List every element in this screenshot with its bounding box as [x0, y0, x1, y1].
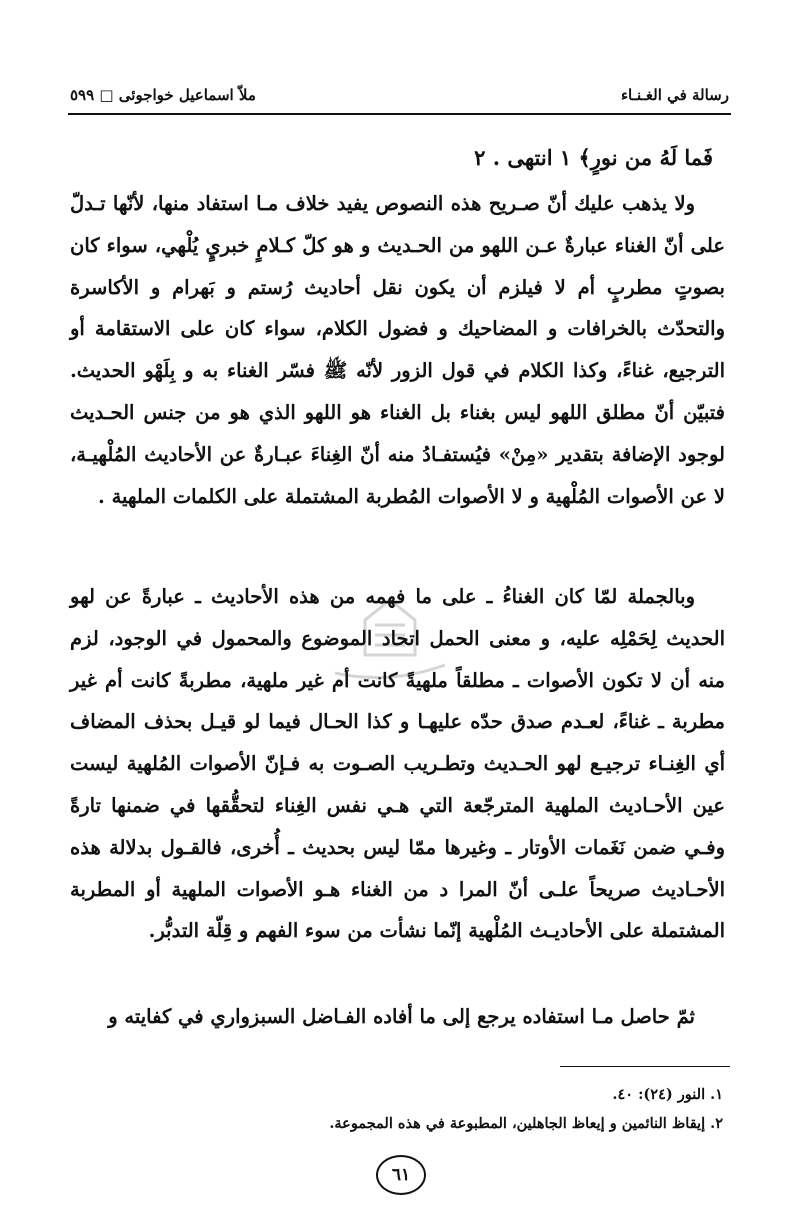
- page-number: [376, 1155, 426, 1195]
- footnote-divider: [560, 1066, 730, 1067]
- footnote-item: ١. النور (٢٤): ٤٠.: [612, 1086, 723, 1103]
- body-paragraph-1: [70, 183, 725, 517]
- paragraph-text: وبالجملة لمّا كان الغناءُ ـ على ما فهمه من هذه الأحاديث ـ عبارةً عن لهو الحديث لِحَمْلِه عليه، و معنى الحمل اتحاد الموضوع والمحمول في الوجود، لزم منه أن لا تكون الأصوات ـ مطلقاً ملهيةً كانت أم غير ملهية، مطربةً كانت أم غير مطربة ـ غناءً، لعـدم صدق حدّه عليهـا و كذا الحـال فيما لو قيـل بحذف المضاف أي الغِنـاء ترجيـع لهو الحـديث وتطـريب الصـوت به فـإنّ الأصوات المُلهية ليست عين الأحـاديث الملهية المترجّعة التي هـي نفس الغِناء لتحقُّقها في ضمنها تارةً وفـي ضمن نَغَمات الأوتار ـ وغيرها ممّا ليس بحديث ـ أُخرى، فالقـول بدلالة هذه الأحـاديث صريحاً علـى أنّ المرا د من الغناء هـو الأصوات الملهية أو المطربة المشتملة على الأحاديـث المُلْهية إنّما نشأت من سوء الفهم و قِلّة التدبُّر.: [70, 585, 725, 943]
- paragraph-text: ثمّ حاصل مـا استفاده يرجع إلى ما أفاده الفـاضل السبزواري في كفايته و: [108, 1005, 695, 1028]
- body-paragraph-2: [70, 576, 725, 952]
- header-book-title: رسالة في الغـنـاء: [620, 86, 729, 104]
- header-divider: [68, 113, 731, 115]
- running-header: [70, 78, 729, 112]
- footnote-item: ٢. إيقاظ النائمين و إيعاظ الجاهلين، المطبوعة في هذه المجموعة.: [329, 1115, 723, 1132]
- footnotes: [70, 1080, 723, 1138]
- quran-verse-line: فَما لَهُ من نورٍ﴾ ١ انتهى . ٢: [474, 145, 713, 170]
- page-number-text: ٦١: [391, 1165, 411, 1185]
- paragraph-text: ولا يذهب عليك أنّ صـريح هذه النصوص يفيد خلاف مـا استفاد منها، لأنّها تـدلّ على أنّ الغناء عبارةٌ عـن اللهو من الحـديث و هو كلّ كـلامٍ خبريٍ يُلْهي، سواء كان بصوتٍ مطربٍ أم لا فيلزم أن يكون نقل أحاديث رُستم و بَهرام و الأكاسرة والتحدّث بالخرافات و المضاحيك و فضول الكلام، سواء كان على الاستقامة أو الترجيع، غناءً، وكذا الكلام في قول الزور لأنّه ﷺ فسّر الغناء به و بِلَهْو الحديث. فتبيّن أنّ مطلق اللهو ليس بغناء بل الغناء هو اللهو الذي هو من جنس الحـديث لوجود الإضافة بتقدير «مِنْ» فيُستفـادُ منه أنّ الغِناءَ عبـارةٌ عن الأحاديث المُلْهيـة، لا عن الأصوات المُلْهية و لا الأصوات المُطربة المشتملة على الكلمات الملهية .: [70, 192, 725, 508]
- body-paragraph-3: [70, 996, 725, 1038]
- header-author-page: ملاّ اسماعيل خواجوئی □ ٥٩٩: [70, 86, 256, 104]
